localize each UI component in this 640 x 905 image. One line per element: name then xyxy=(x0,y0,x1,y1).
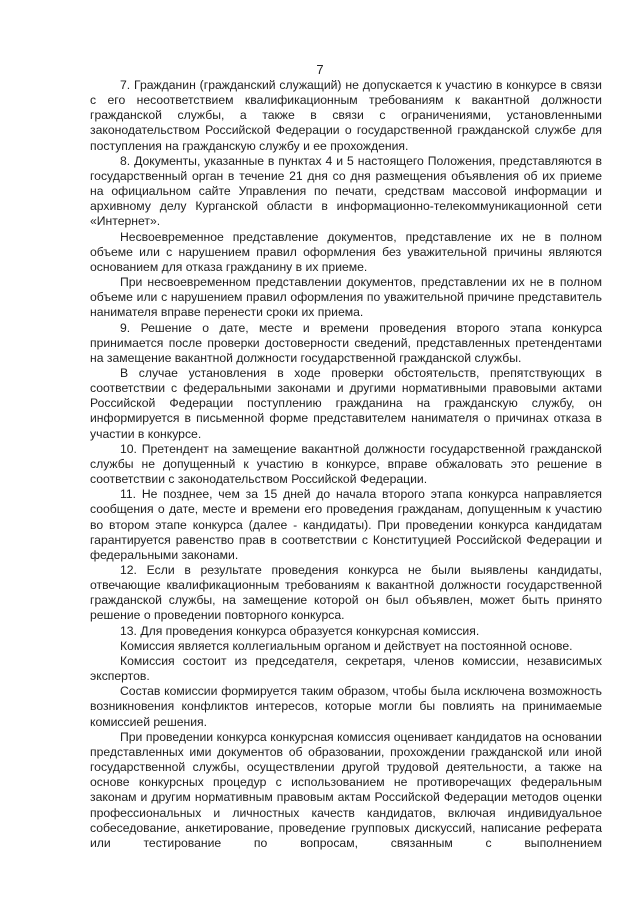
paragraph-8-late-submission: Несвоевременное представление документов, представление их не в полном объеме или с нарушением правил оформления без уважительной причины являются основанием для отказа гражданину в их приеме. xyxy=(90,229,602,274)
paragraph-8: 8. Документы, указанные в пунктах 4 и 5 настоящего Положения, представляются в государственный орган в течение 21 дня со дня размещения объявления об их приеме на официальном сайте Управления по печати, средствам массовой информации и архивному делу Курганской области в информационно-телекоммуникационной сети «Интернет». xyxy=(90,153,602,229)
document-body xyxy=(90,78,602,851)
paragraph-13-evaluation: При проведении конкурса конкурсная комиссия оценивает кандидатов на основании представленных ими документов об образовании, прохождении гражданской или иной государственной службы, осуществлении другой трудовой деятельности, а также на основе конкурсных процедур с использованием не противоречащих федеральным законам и другим нормативным правовым актам Российской Федерации методов оценки профессиональных и личностных качеств кандидатов, включая индивидуальное собеседование, анкетирование, проведение групповых дискуссий, написание реферата или тестирование по вопросам, связанным с выполнением xyxy=(90,729,602,850)
paragraph-13-composition: Состав комиссии формируется таким образом, чтобы была исключена возможность возникновения конфликтов интересов, которые могли бы повлиять на принимаемые комиссией решения. xyxy=(90,684,602,729)
paragraph-10: 10. Претендент на замещение вакантной должности государственной гражданской службы не допущенный к участию в конкурсе, вправе обжаловать это решение в соответствии с законодательством Российской Федерации. xyxy=(90,441,602,487)
paragraph-13-members: Комиссия состоит из председателя, секретаря, членов комиссии, независимых экспертов. xyxy=(90,653,602,684)
paragraph-12: 12. Если в результате проведения конкурса не были выявлены кандидаты, отвечающие квалификационным требованиям к вакантной должности государственной гражданской службы, на замещение которой он был объявлен, может быть принято решение о проведении повторного конкурса. xyxy=(90,563,602,623)
paragraph-9-refusal: В случае установления в ходе проверки обстоятельств, препятствующих в соответствии с федеральными законами и другими нормативными правовыми актами Российской Федерации поступлению гражданина на гражданскую службу, он информируется в письменной форме представителем нанимателя о причинах отказа в участии в конкурсе. xyxy=(90,365,602,441)
paragraph-7: 7. Гражданин (гражданский служащий) не допускается к участию в конкурсе в связи с его несоответствием квалификационным требованиям к вакантной должности гражданской службы, а также в связи с ограничениями, установленными законодательством Российской Федерации о государственной гражданской службе для поступления на гражданскую службу и ее прохождения. xyxy=(90,78,602,153)
paragraph-9: 9. Решение о дате, месте и времени проведения второго этапа конкурса принимается после проверки достоверности сведений, представленных претендентами на замещение вакантной должности государственной гражданской службы. xyxy=(90,320,602,365)
paragraph-13-collegial: Комиссия является коллегиальным органом и действует на постоянной основе. xyxy=(120,638,573,653)
paragraph-11: 11. Не позднее, чем за 15 дней до начала второго этапа конкурса направляется сообщения о дате, месте и времени его проведения гражданам, допущенным к участию во втором этапе конкурса (далее - кандидаты). При проведении конкурса кандидатам гарантируется равенство прав в соответствии с Конституцией Российской Федерации и федеральными законами. xyxy=(90,487,602,562)
paragraph-8-valid-reason: При несвоевременном представлении документов, представлении их не в полном объеме или с нарушением правил оформления по уважительной причине представитель нанимателя вправе перенести сроки их приема. xyxy=(90,275,602,320)
paragraph-13: 13. Для проведения конкурса образуется конкурсная комиссия. xyxy=(120,623,480,638)
page-number: 7 xyxy=(316,62,324,77)
